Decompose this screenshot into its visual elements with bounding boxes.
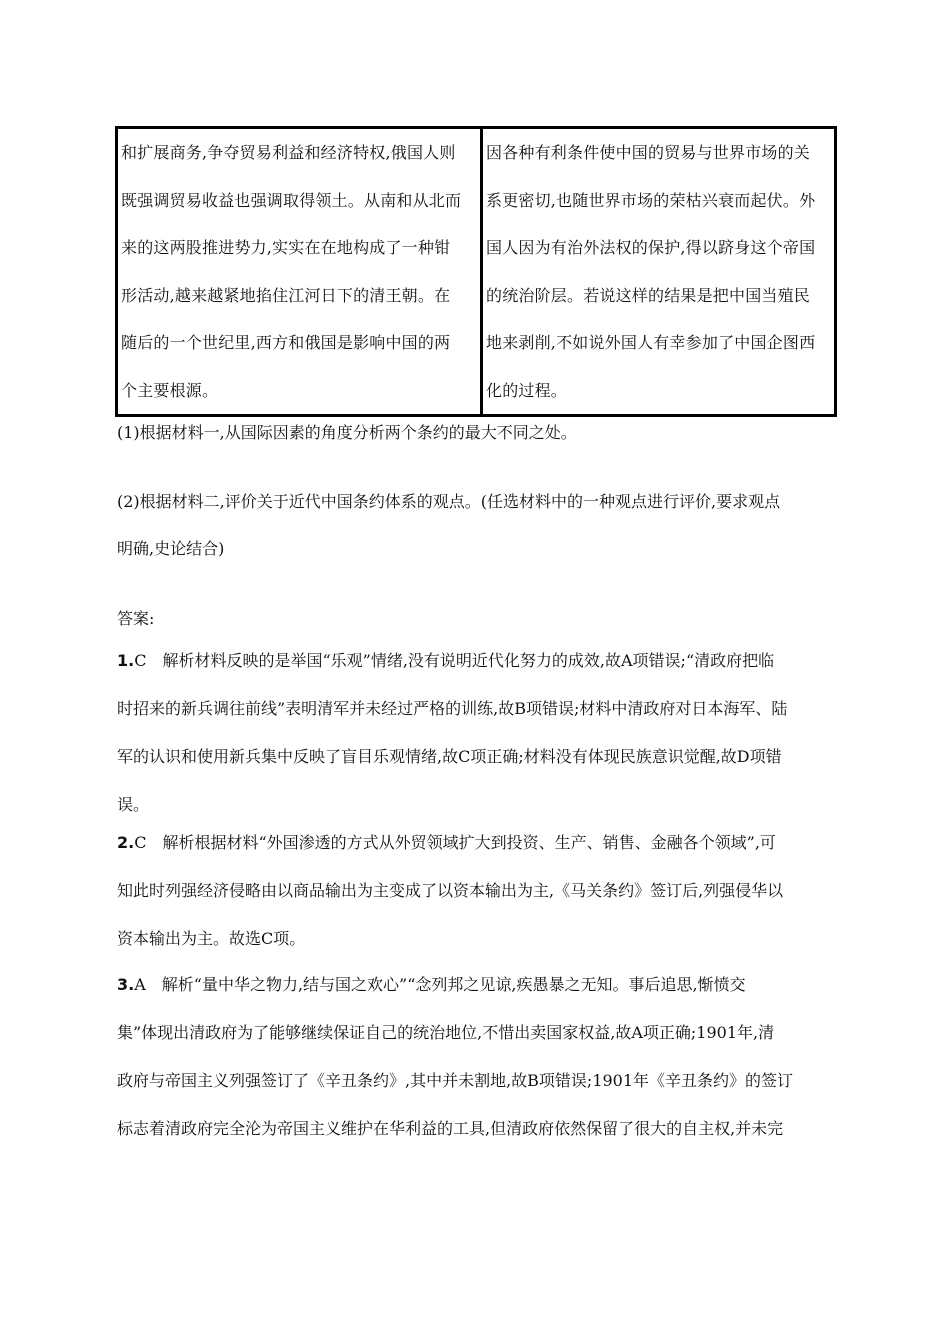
material-left-line: 既强调贸易收益也强调取得领土。从南和从北而 — [121, 190, 462, 210]
answer-2-line: 知此时列强经济侵略由以商品输出为主变成了以资本输出为主,《马关条约》签订后,列强侵华以 — [117, 881, 784, 900]
question-2-line-2: 明确,史论结合) — [117, 539, 225, 558]
answer-2 — [117, 819, 837, 963]
answer-3-first-line — [117, 961, 837, 1009]
answer-1-text: C 解析材料反映的是举国“乐观”情绪,没有说明近代化努力的成效,故A项错误;“清政府把临 — [134, 651, 775, 670]
question-1: (1)根据材料一,从国际因素的角度分析两个条约的最大不同之处。 — [117, 423, 577, 442]
answer-1-line: 军的认识和使用新兵集中反映了盲目乐观情绪,故C项正确;材料没有体现民族意识觉醒,故D项错 — [117, 747, 782, 766]
answer-2-line: 资本输出为主。故选C项。 — [117, 929, 306, 948]
answer-1 — [117, 637, 837, 829]
material-right-cell — [482, 128, 836, 416]
material-left-line: 和扩展商务,争夺贸易利益和经济特权,俄国人则 — [121, 143, 456, 162]
answer-3-number: 3. — [117, 975, 135, 994]
answer-1-line: 误。 — [117, 795, 150, 814]
answer-2-first-line — [117, 819, 837, 867]
material-left-cell — [117, 128, 482, 416]
answer-3-line: 标志着清政府完全沦为帝国主义维护在华利益的工具,但清政府依然保留了很大的自主权,并未完 — [117, 1119, 784, 1138]
material-right-line: 因各种有利条件使中国的贸易与世界市场的关 — [486, 143, 811, 162]
material-table — [115, 126, 837, 417]
answer-3-line: 政府与帝国主义列强签订了《辛丑条约》,其中并未割地,故B项错误;1901年《辛丑条约》的签订 — [117, 1071, 794, 1090]
answer-1-first-line — [117, 637, 837, 685]
material-left-line: 来的这两股推进势力,实实在在地构成了一种钳 — [121, 238, 451, 257]
answer-3-line: 集”体现出清政府为了能够继续保证自己的统治地位,不惜出卖国家权益,故A项正确;1901年,清 — [117, 1023, 775, 1042]
answer-2-text: C 解析根据材料“外国渗透的方式从外贸领域扩大到投资、生产、销售、金融各个领域”,可 — [134, 833, 776, 852]
material-table-row — [117, 128, 836, 416]
material-right-line: 化的过程。 — [486, 380, 568, 400]
answer-heading: 答案: — [117, 609, 155, 628]
material-right-line: 的统治阶层。若说这样的结果是把中国当殖民 — [486, 285, 811, 305]
question-2-line-1: (2)根据材料二,评价关于近代中国条约体系的观点。(任选材料中的一种观点进行评价,要求观点 — [117, 492, 781, 511]
material-left-line: 形活动,越来越紧地掐住江河日下的清王朝。在 — [121, 285, 451, 305]
answer-3 — [117, 961, 837, 1153]
material-right-line: 系更密切,也随世界市场的荣枯兴衰而起伏。外 — [486, 190, 816, 210]
answer-1-line: 时招来的新兵调往前线”表明清军并未经过严格的训练,故B项错误;材料中清政府对日本海军、陆 — [117, 699, 788, 718]
answer-1-number: 1. — [117, 651, 135, 670]
answer-2-number: 2. — [117, 833, 135, 852]
material-right-line: 国人因为有治外法权的保护,得以跻身这个帝国 — [486, 238, 816, 257]
material-right-line: 地来剥削,不如说外国人有幸参加了中国企图西 — [486, 333, 816, 352]
material-left-line: 随后的一个世纪里,西方和俄国是影响中国的两 — [121, 333, 451, 352]
material-left-line: 个主要根源。 — [121, 380, 219, 400]
answer-3-text: A 解析“量中华之物力,结与国之欢心”“念列邦之见谅,疾愚暴之无知。事后追思,惭愤交 — [134, 975, 746, 994]
